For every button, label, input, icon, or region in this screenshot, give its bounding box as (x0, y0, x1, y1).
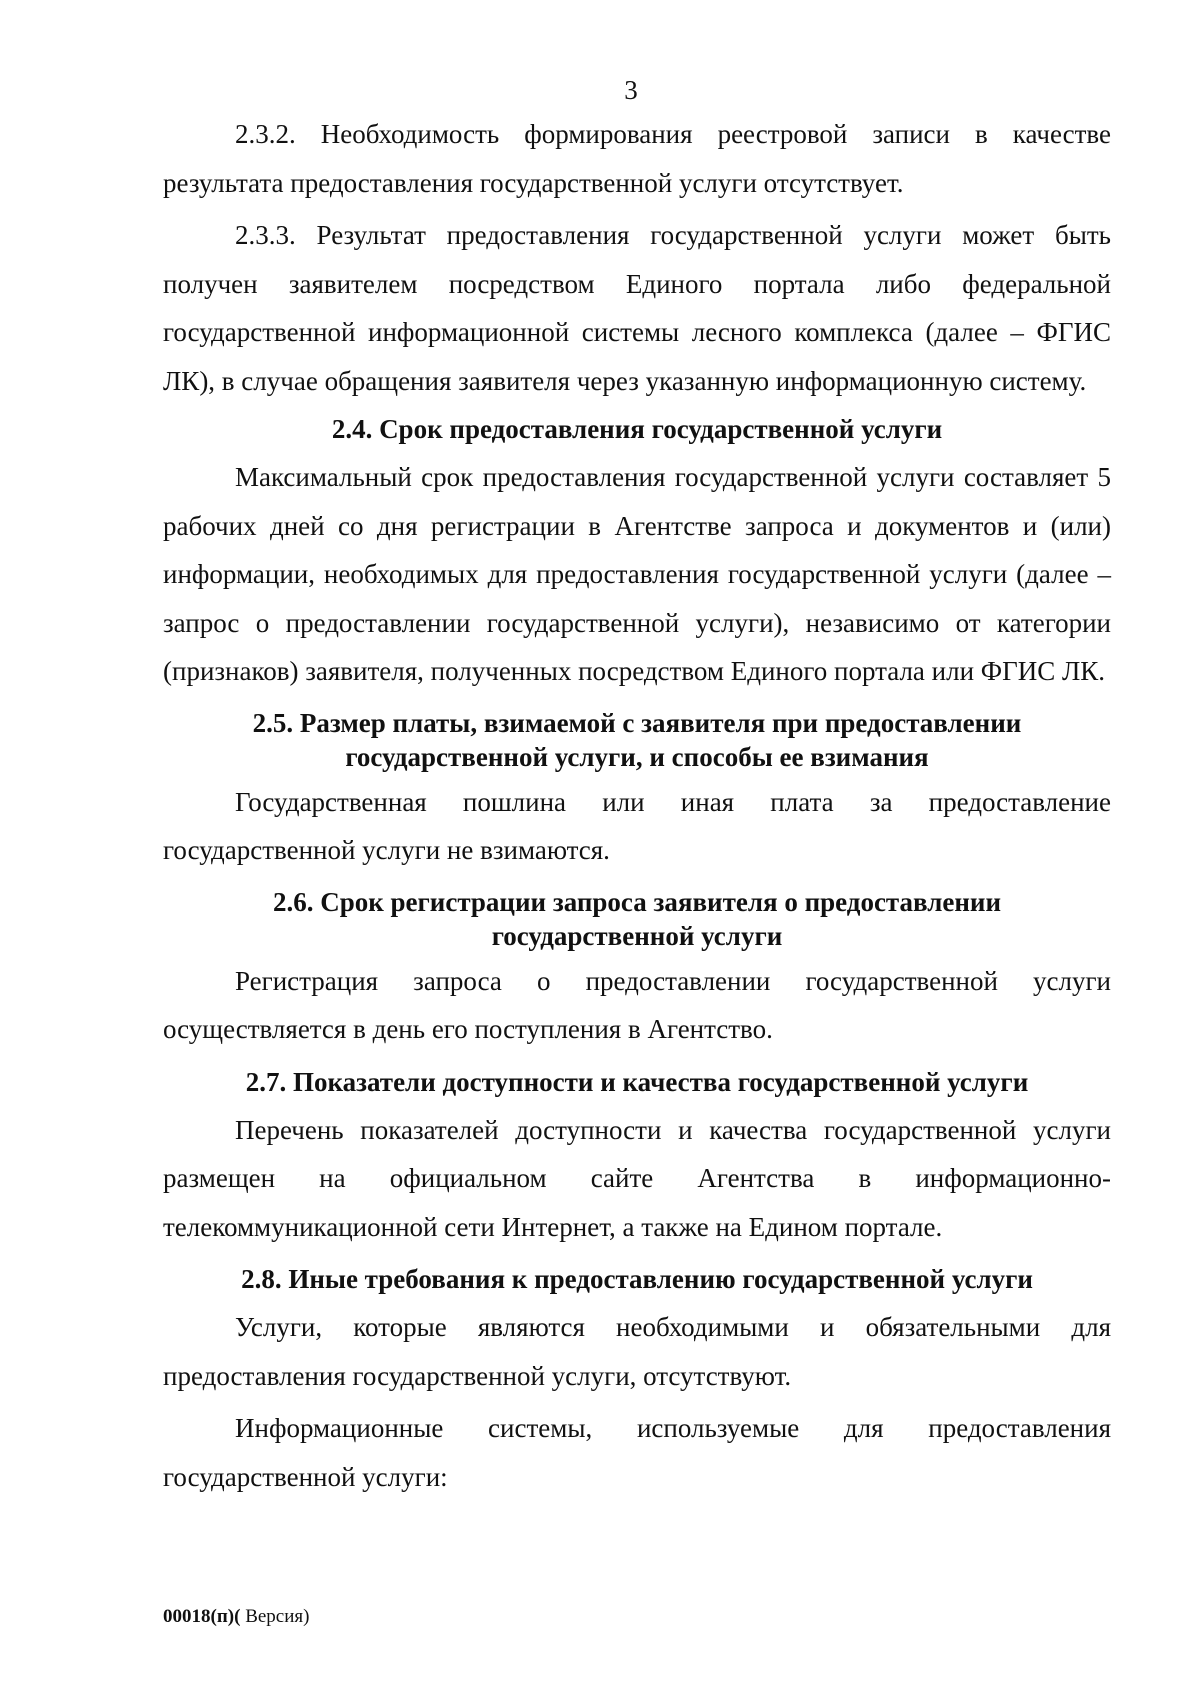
footer-code: 00018(п)( (163, 1606, 241, 1627)
paragraph-2-8-a: Услуги, которые являются необходимыми и обязательными для предоставления государственной услуги, отсутствуют. (163, 1312, 1111, 1391)
heading-2-6-line-2: государственной услуги (491, 920, 783, 951)
paragraph-2-3-2: 2.3.2. Необходимость формирования реестровой записи в качестве результата предоставления государственной услуги отсутствует. (163, 119, 1111, 198)
heading-2-6 (163, 885, 1111, 953)
document-body (163, 110, 1111, 1501)
heading-2-6-line-1: 2.6. Срок регистрации запроса заявителя о предоставлении (272, 886, 1002, 917)
paragraph-2-8-b: Информационные системы, используемые для предоставления государственной услуги: (163, 1413, 1111, 1492)
paragraph-2-7: Перечень показателей доступности и качества государственной услуги размещен на официальном сайте Агентства в информационно-телекоммуникационной сети Интернет, а также на Едином портале. (163, 1114, 1111, 1242)
heading-2-5-line-2: государственной услуги, и способы ее взимания (345, 741, 929, 772)
page-number: 3 (624, 75, 638, 105)
heading-2-4: 2.4. Срок предоставления государственной услуги (331, 414, 943, 444)
paragraph-2-4: Максимальный срок предоставления государственной услуги составляет 5 рабочих дней со дня регистрации в Агентстве запроса и документов и (или) информации, необходимых для предоставления государственной услуги (далее – запрос о предоставлении государственной услуги), независимо от категории (признаков) заявителя, полученных посредством Единого портала или ФГИС ЛК. (163, 462, 1111, 686)
heading-2-8: 2.8. Иные требования к предоставлению государственной услуги (241, 1264, 1033, 1294)
document-footer (163, 1605, 309, 1629)
footer-version: Версия) (240, 1606, 310, 1627)
paragraph-2-5: Государственная пошлина или иная плата за предоставление государственной услуги не взимаются. (163, 786, 1111, 865)
heading-2-7: 2.7. Показатели доступности и качества государственной услуги (245, 1066, 1029, 1097)
heading-2-5-line-1: 2.5. Размер платы, взимаемой с заявителя при предоставлении (252, 707, 1022, 738)
heading-2-5 (163, 706, 1111, 774)
paragraph-2-3-3: 2.3.3. Результат предоставления государственной услуги может быть получен заявителем посредством Единого портала либо федеральной государственной информационной системы лесного комплекса (далее – ФГИС ЛК), в случае обращения заявителя через указанную информационную систему. (163, 220, 1111, 396)
paragraph-2-6: Регистрация запроса о предоставлении государственной услуги осуществляется в день его поступления в Агентство. (163, 965, 1111, 1044)
